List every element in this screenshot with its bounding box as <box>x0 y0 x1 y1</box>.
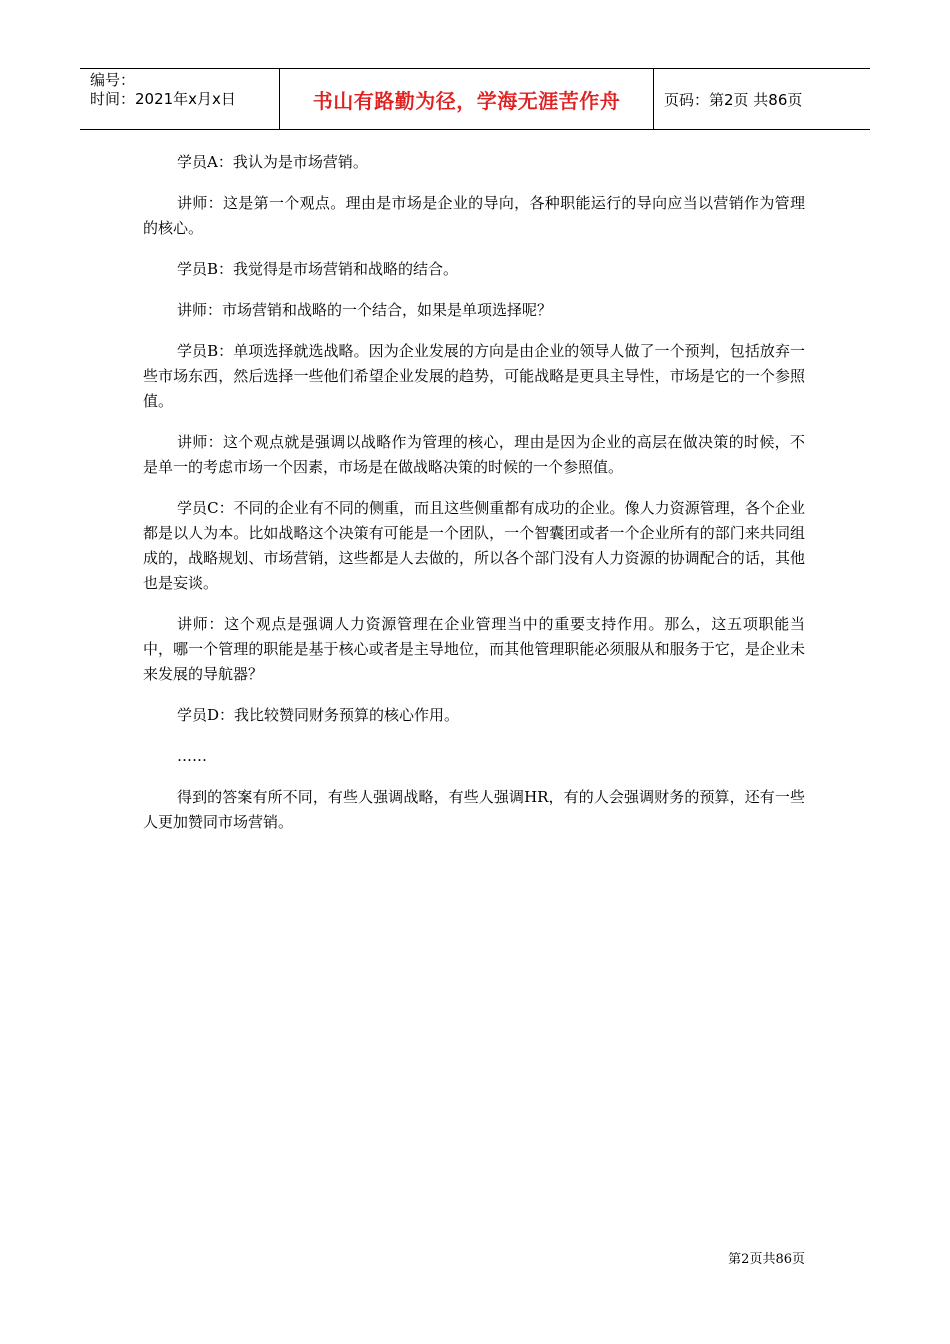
number-label: 编号： <box>90 71 136 89</box>
page-footer: 第2页共86页 <box>728 1252 805 1267</box>
header-page-label: 页码：第2页 共86页 <box>664 90 803 109</box>
paragraph: 得到的答案有所不同，有些人强调战略，有些人强调HR，有的人会强调财务的预算，还有一些人更加赞同市场营销。 <box>143 788 805 831</box>
page-header <box>80 68 870 130</box>
header-motto: 书山有路勤为径，学海无涯苦作舟 <box>280 69 654 129</box>
paragraph: 学员B：我觉得是市场营销和战略的结合。 <box>177 260 459 278</box>
ellipsis-paragraph: …… <box>177 747 207 765</box>
paragraph: 讲师：这个观点是强调人力资源管理在企业管理当中的重要支持作用。那么，这五项职能当中，哪一个管理的职能是基于核心或者是主导地位，而其他管理职能必须服从和服务于它，是企业未来发展的导航器？ <box>143 615 805 683</box>
paragraph: 学员B：单项选择就选战略。因为企业发展的方向是由企业的领导人做了一个预判，包括放弃一些市场东西，然后选择一些他们希望企业发展的趋势，可能战略是更具主导性，市场是它的一个参照值。 <box>143 342 805 410</box>
time-label: 时间：2021年x月x日 <box>90 90 236 108</box>
document-body <box>143 150 805 851</box>
paragraph: 讲师：这个观点就是强调以战略作为管理的核心，理由是因为企业的高层在做决策的时候，不是单一的考虑市场一个因素，市场是在做战略决策的时候的一个参照值。 <box>143 433 805 476</box>
paragraph: 学员C：不同的企业有不同的侧重，而且这些侧重都有成功的企业。像人力资源管理，各个企业都是以人为本。比如战略这个决策有可能是一个团队，一个智囊团或者一个企业所有的部门来共同组成的，战略规划、市场营销，这些都是人去做的，所以各个部门没有人力资源的协调配合的话，其他也是妄谈。 <box>143 499 805 592</box>
paragraph: 学员A：我认为是市场营销。 <box>177 153 368 171</box>
paragraph: 学员D：我比较赞同财务预算的核心作用。 <box>177 706 460 724</box>
paragraph: 讲师：这是第一个观点。理由是市场是企业的导向，各种职能运行的导向应当以营销作为管理的核心。 <box>143 194 805 237</box>
header-meta <box>80 69 280 129</box>
paragraph: 讲师：市场营销和战略的一个结合，如果是单项选择呢？ <box>177 301 553 319</box>
